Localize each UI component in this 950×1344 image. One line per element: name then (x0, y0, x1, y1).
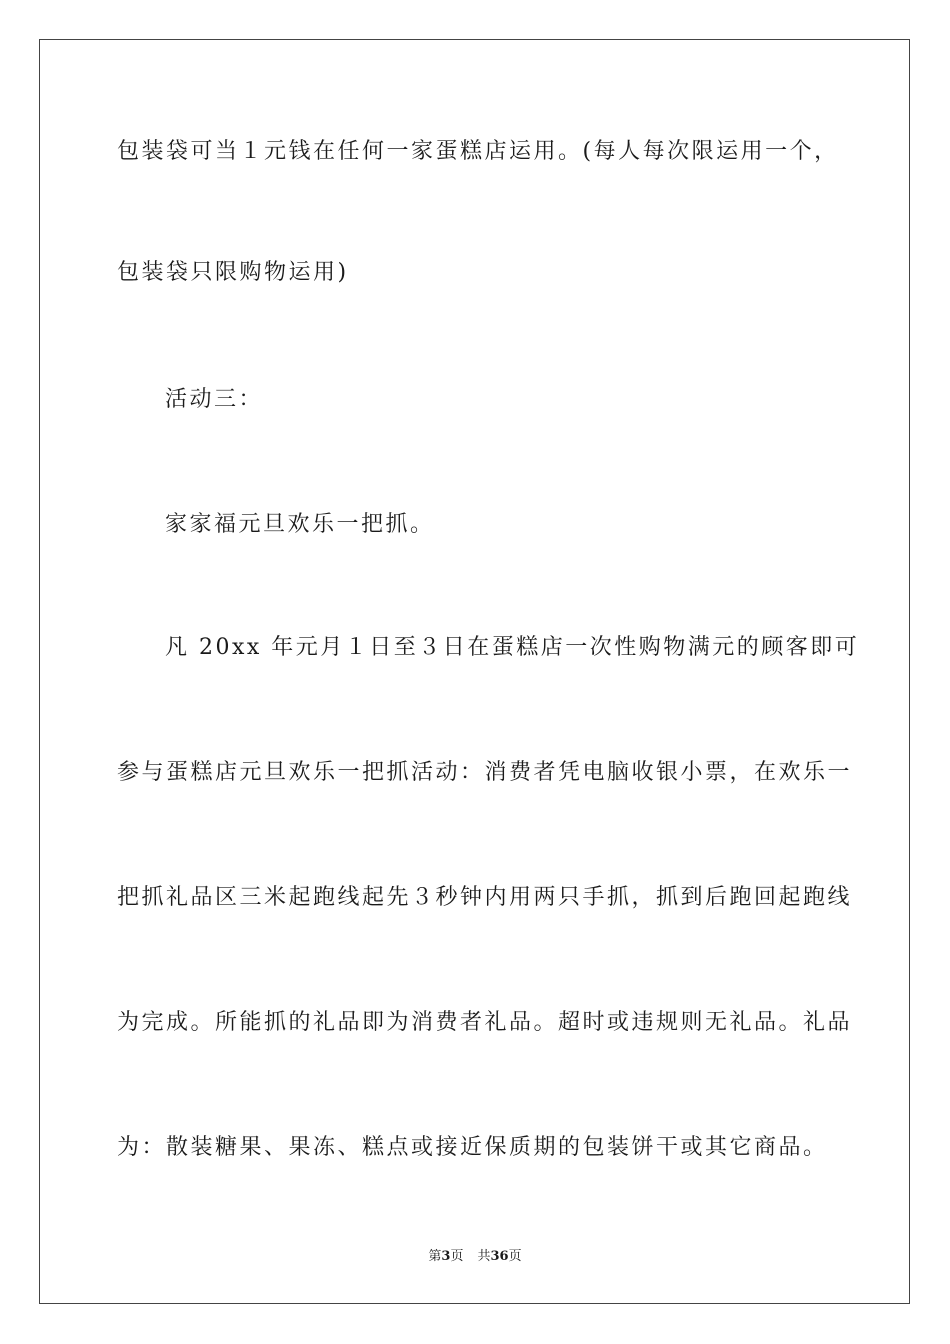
body-line: 包装袋只限购物运用) (117, 260, 349, 285)
body-line: 包装袋可当１元钱在任何一家蛋糕店运用。(每人每次限运用一个， (117, 139, 839, 164)
body-line: 参与蛋糕店元旦欢乐一把抓活动：消费者凭电脑收银小票，在欢乐一 (117, 760, 853, 785)
page-suffix: 页 (450, 1249, 464, 1264)
page-footer (0, 1248, 950, 1266)
page-border (39, 39, 910, 1304)
total-pages: 36 (490, 1249, 509, 1264)
page-number: 3 (441, 1249, 451, 1264)
body-line: 为：散装糖果、果冻、糕点或接近保质期的包装饼干或其它商品。 (117, 1135, 828, 1160)
body-line: 为完成。所能抓的礼品即为消费者礼品。超时或违规则无礼品。礼品 (117, 1010, 853, 1035)
section-heading: 活动三： (165, 387, 264, 412)
total-prefix: 共 (477, 1249, 491, 1264)
activity-title: 家家福元旦欢乐一把抓。 (165, 512, 435, 537)
page-prefix: 第 (428, 1249, 442, 1264)
body-line: 把抓礼品区三米起跑线起先３秒钟内用两只手抓，抓到后跑回起跑线 (117, 885, 853, 910)
total-suffix: 页 (508, 1249, 522, 1264)
body-line: 凡 20xx 年元月１日至３日在蛋糕店一次性购物满元的顾客即可 (165, 635, 860, 660)
